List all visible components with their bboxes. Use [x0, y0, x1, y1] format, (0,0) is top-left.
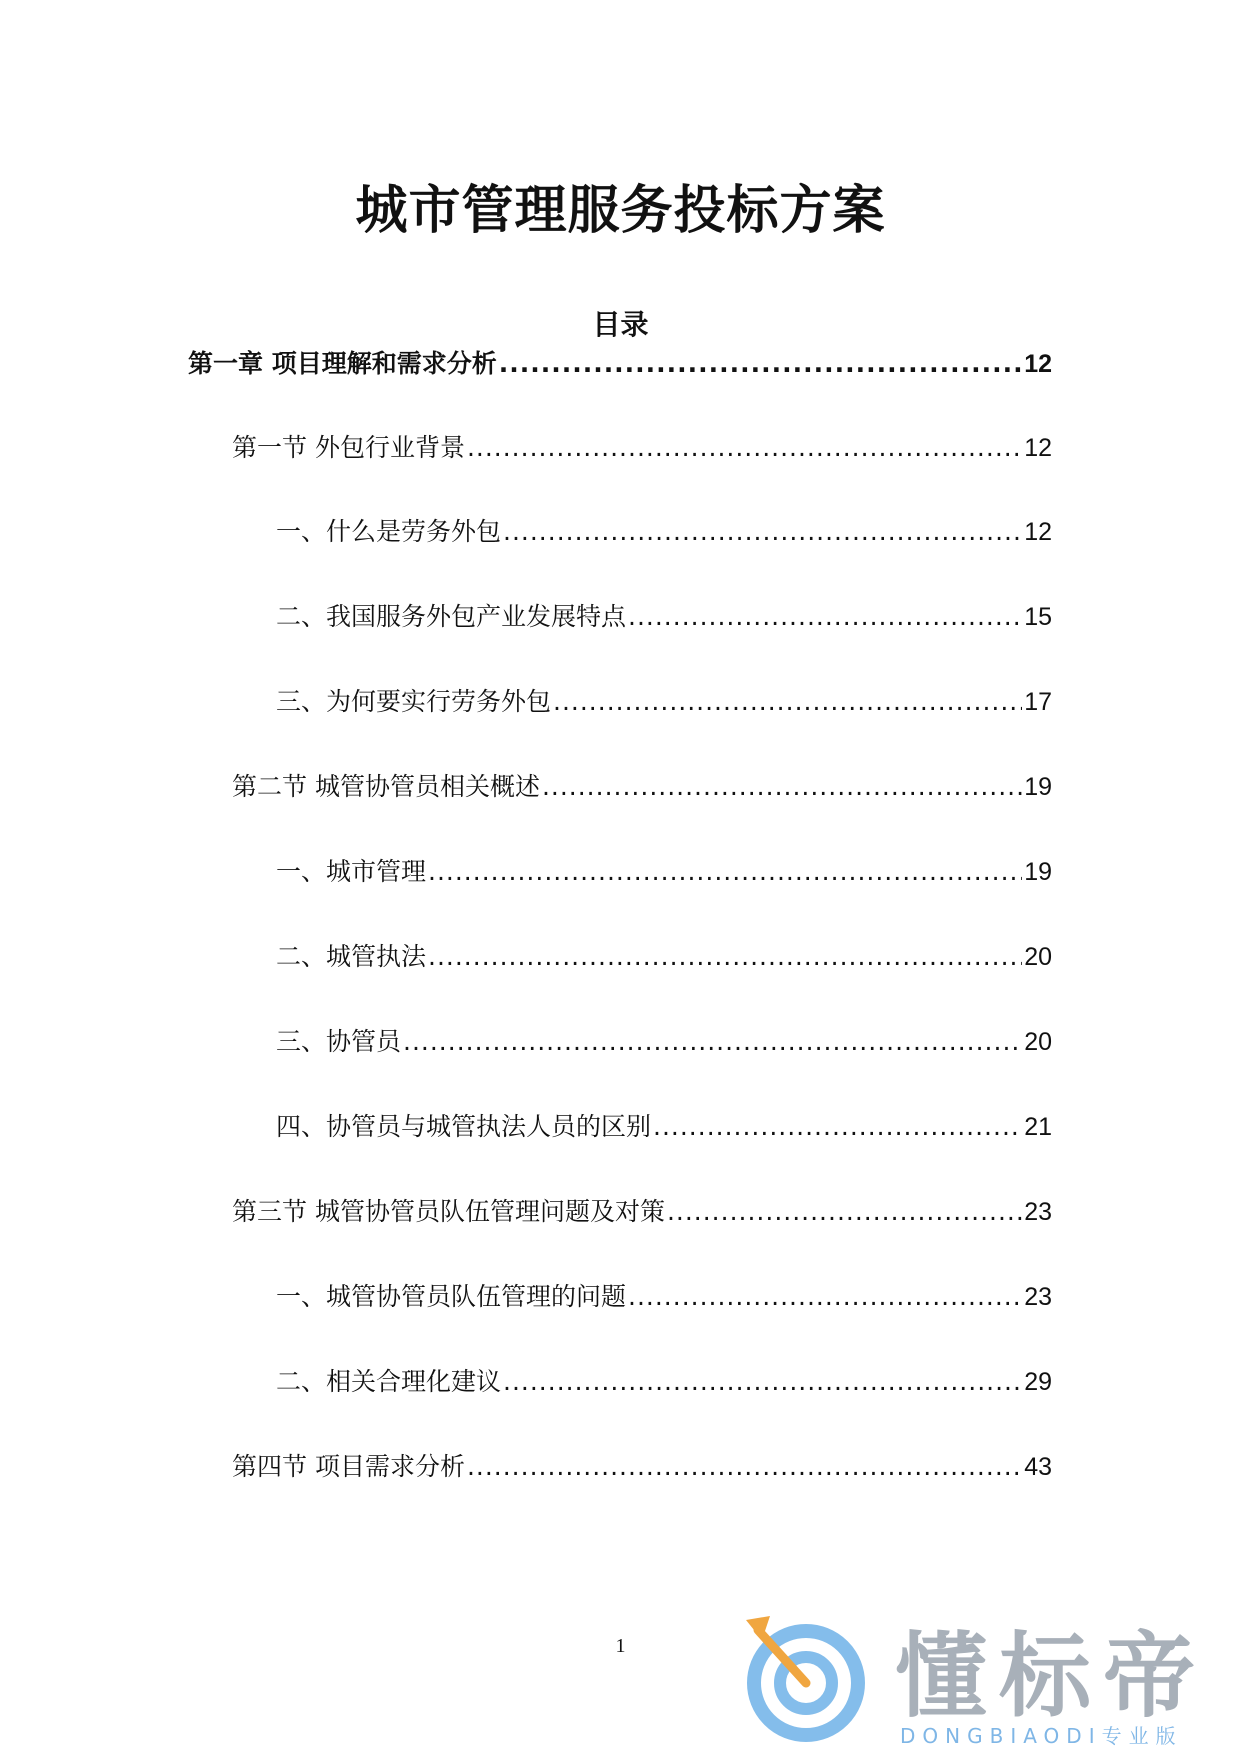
page-number: 1	[615, 1635, 626, 1657]
toc-entry[interactable]	[276, 512, 1052, 552]
toc-entry-page: 19	[1024, 773, 1052, 801]
watermark	[740, 1598, 1220, 1748]
toc-entry[interactable]	[276, 597, 1052, 637]
toc-entry[interactable]	[188, 344, 1052, 384]
watermark-brand: 懂标帝	[895, 1623, 1208, 1730]
toc-entry[interactable]	[232, 428, 1052, 468]
watermark-subtitle: DONGBIAODI专业版	[900, 1724, 1183, 1748]
toc-entry-page: 15	[1024, 603, 1052, 631]
toc-entry-page: 43	[1024, 1453, 1052, 1481]
toc-dot-leader	[503, 517, 1022, 546]
toc-dot-leader	[428, 942, 1022, 971]
toc-dot-leader	[467, 433, 1022, 462]
toc-entry-page: 17	[1024, 688, 1052, 716]
toc-entry-label: 第一节 外包行业背景	[232, 433, 465, 462]
toc-entry-label: 第四节 项目需求分析	[232, 1452, 465, 1481]
toc-entry-page: 19	[1024, 858, 1052, 886]
toc-dot-leader	[403, 1027, 1022, 1056]
toc-dot-leader	[667, 1197, 1022, 1226]
toc-dot-leader	[503, 1367, 1022, 1396]
toc-dot-leader	[653, 1112, 1022, 1141]
toc-entry-label: 二、城管执法	[276, 942, 427, 971]
toc-entry[interactable]	[232, 1192, 1052, 1232]
toc-entry[interactable]	[276, 1022, 1052, 1062]
toc-entry-page: 21	[1024, 1113, 1052, 1141]
toc-dot-leader	[628, 1282, 1022, 1311]
toc-entry-page: 23	[1024, 1198, 1052, 1226]
toc-dot-leader	[467, 1452, 1022, 1481]
toc-entry-page: 12	[1024, 350, 1052, 378]
toc-entry[interactable]	[276, 937, 1052, 977]
toc-dot-leader	[499, 349, 1022, 378]
toc-entry[interactable]	[276, 1277, 1052, 1317]
toc-entry-page: 23	[1024, 1283, 1052, 1311]
toc-entry-label: 一、城管协管员队伍管理的问题	[276, 1282, 627, 1311]
toc-entry-page: 20	[1024, 1028, 1052, 1056]
toc-dot-leader	[553, 687, 1022, 716]
toc-entry-page: 20	[1024, 943, 1052, 971]
toc-entry-label: 一、什么是劳务外包	[276, 517, 502, 546]
toc-dot-leader	[628, 602, 1022, 631]
toc-entry-label: 第一章 项目理解和需求分析	[188, 349, 497, 378]
toc-entry[interactable]	[276, 1362, 1052, 1402]
toc-entry[interactable]	[232, 1447, 1052, 1487]
toc-heading: 目录	[592, 308, 649, 341]
toc-entry-label: 一、城市管理	[276, 857, 427, 886]
toc-entry-label: 三、为何要实行劳务外包	[276, 687, 552, 716]
toc-entry[interactable]	[276, 682, 1052, 722]
toc-entry[interactable]	[232, 767, 1052, 807]
toc-entry-page: 12	[1024, 518, 1052, 546]
document-title: 城市管理服务投标方案	[355, 181, 886, 241]
toc-entry-label: 四、协管员与城管执法人员的区别	[276, 1112, 652, 1141]
toc-entry[interactable]	[276, 1107, 1052, 1147]
toc-entry-page: 12	[1024, 434, 1052, 462]
toc-entry-label: 第二节 城管协管员相关概述	[232, 772, 540, 801]
toc-entry-label: 第三节 城管协管员队伍管理问题及对策	[232, 1197, 665, 1226]
toc-entry-label: 二、相关合理化建议	[276, 1367, 502, 1396]
target-logo-icon	[740, 1598, 890, 1748]
toc-entry-label: 三、协管员	[276, 1027, 402, 1056]
toc-dot-leader	[428, 857, 1022, 886]
toc-entry-label: 二、我国服务外包产业发展特点	[276, 602, 627, 631]
toc-entry-page: 29	[1024, 1368, 1052, 1396]
toc-entry[interactable]	[276, 852, 1052, 892]
toc-dot-leader	[542, 772, 1022, 801]
